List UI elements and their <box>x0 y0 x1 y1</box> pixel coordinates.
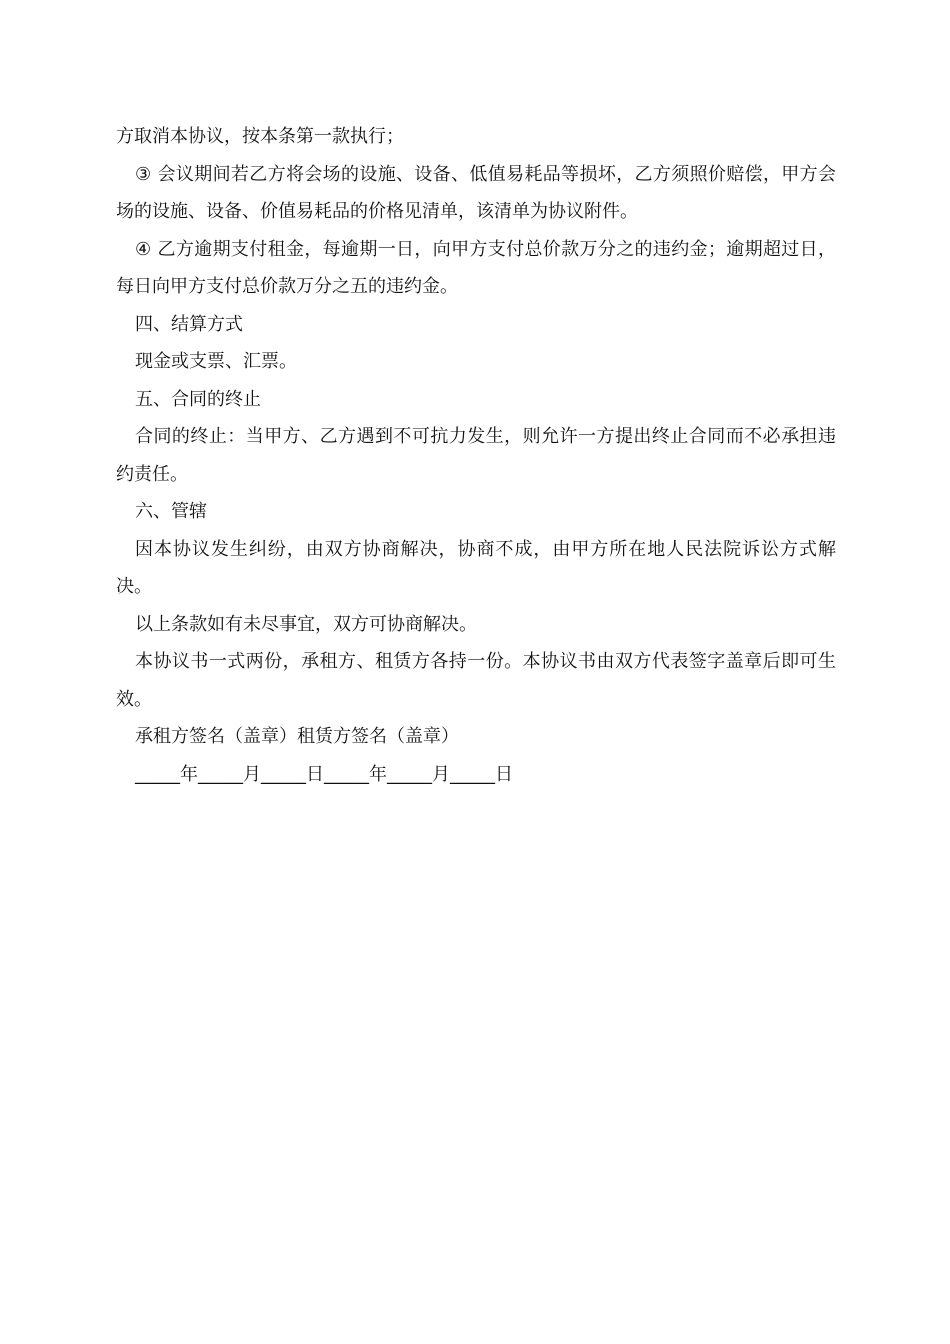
section-heading-jurisdiction: 六、管辖 <box>135 501 207 522</box>
paragraph-clause-3: ③ 会议期间若乙方将会场的设施、设备、低值易耗品等损坏，乙方须照价赔偿，甲方会场的设施、设备、价值易耗品的价格见清单，该清单为协议附件。 <box>116 163 836 222</box>
paragraph-copies: 本协议书一式两份，承租方、租赁方各持一份。本协议书由双方代表签字盖章后即可生效。 <box>116 651 836 710</box>
document-body <box>116 118 836 793</box>
section-heading-settlement: 四、结算方式 <box>135 313 243 335</box>
paragraph-continuation: 方取消本协议，按本条第一款执行； <box>116 126 404 147</box>
paragraph-unresolved-matters: 以上条款如有未尽事宜，双方可协商解决。 <box>135 613 477 635</box>
date-line: _____年_____月_____日_____年_____月_____日 <box>135 763 513 785</box>
paragraph-termination: 合同的终止：当甲方、乙方遇到不可抗力发生，则允许一方提出终止合同而不必承担违约责任。 <box>116 426 836 485</box>
section-heading-termination: 五、合同的终止 <box>135 388 261 410</box>
paragraph-jurisdiction: 因本协议发生纠纷，由双方协商解决，协商不成，由甲方所在地人民法院诉讼方式解决。 <box>116 538 836 597</box>
paragraph-settlement: 现金或支票、汇票。 <box>135 351 297 372</box>
signature-line: 承租方签名（盖章）租赁方签名（盖章） <box>135 726 459 747</box>
paragraph-clause-4: ④ 乙方逾期支付租金，每逾期一日，向甲方支付总价款万分之的违约金；逾期超过日，每日向甲方支付总价款万分之五的违约金。 <box>116 238 836 297</box>
